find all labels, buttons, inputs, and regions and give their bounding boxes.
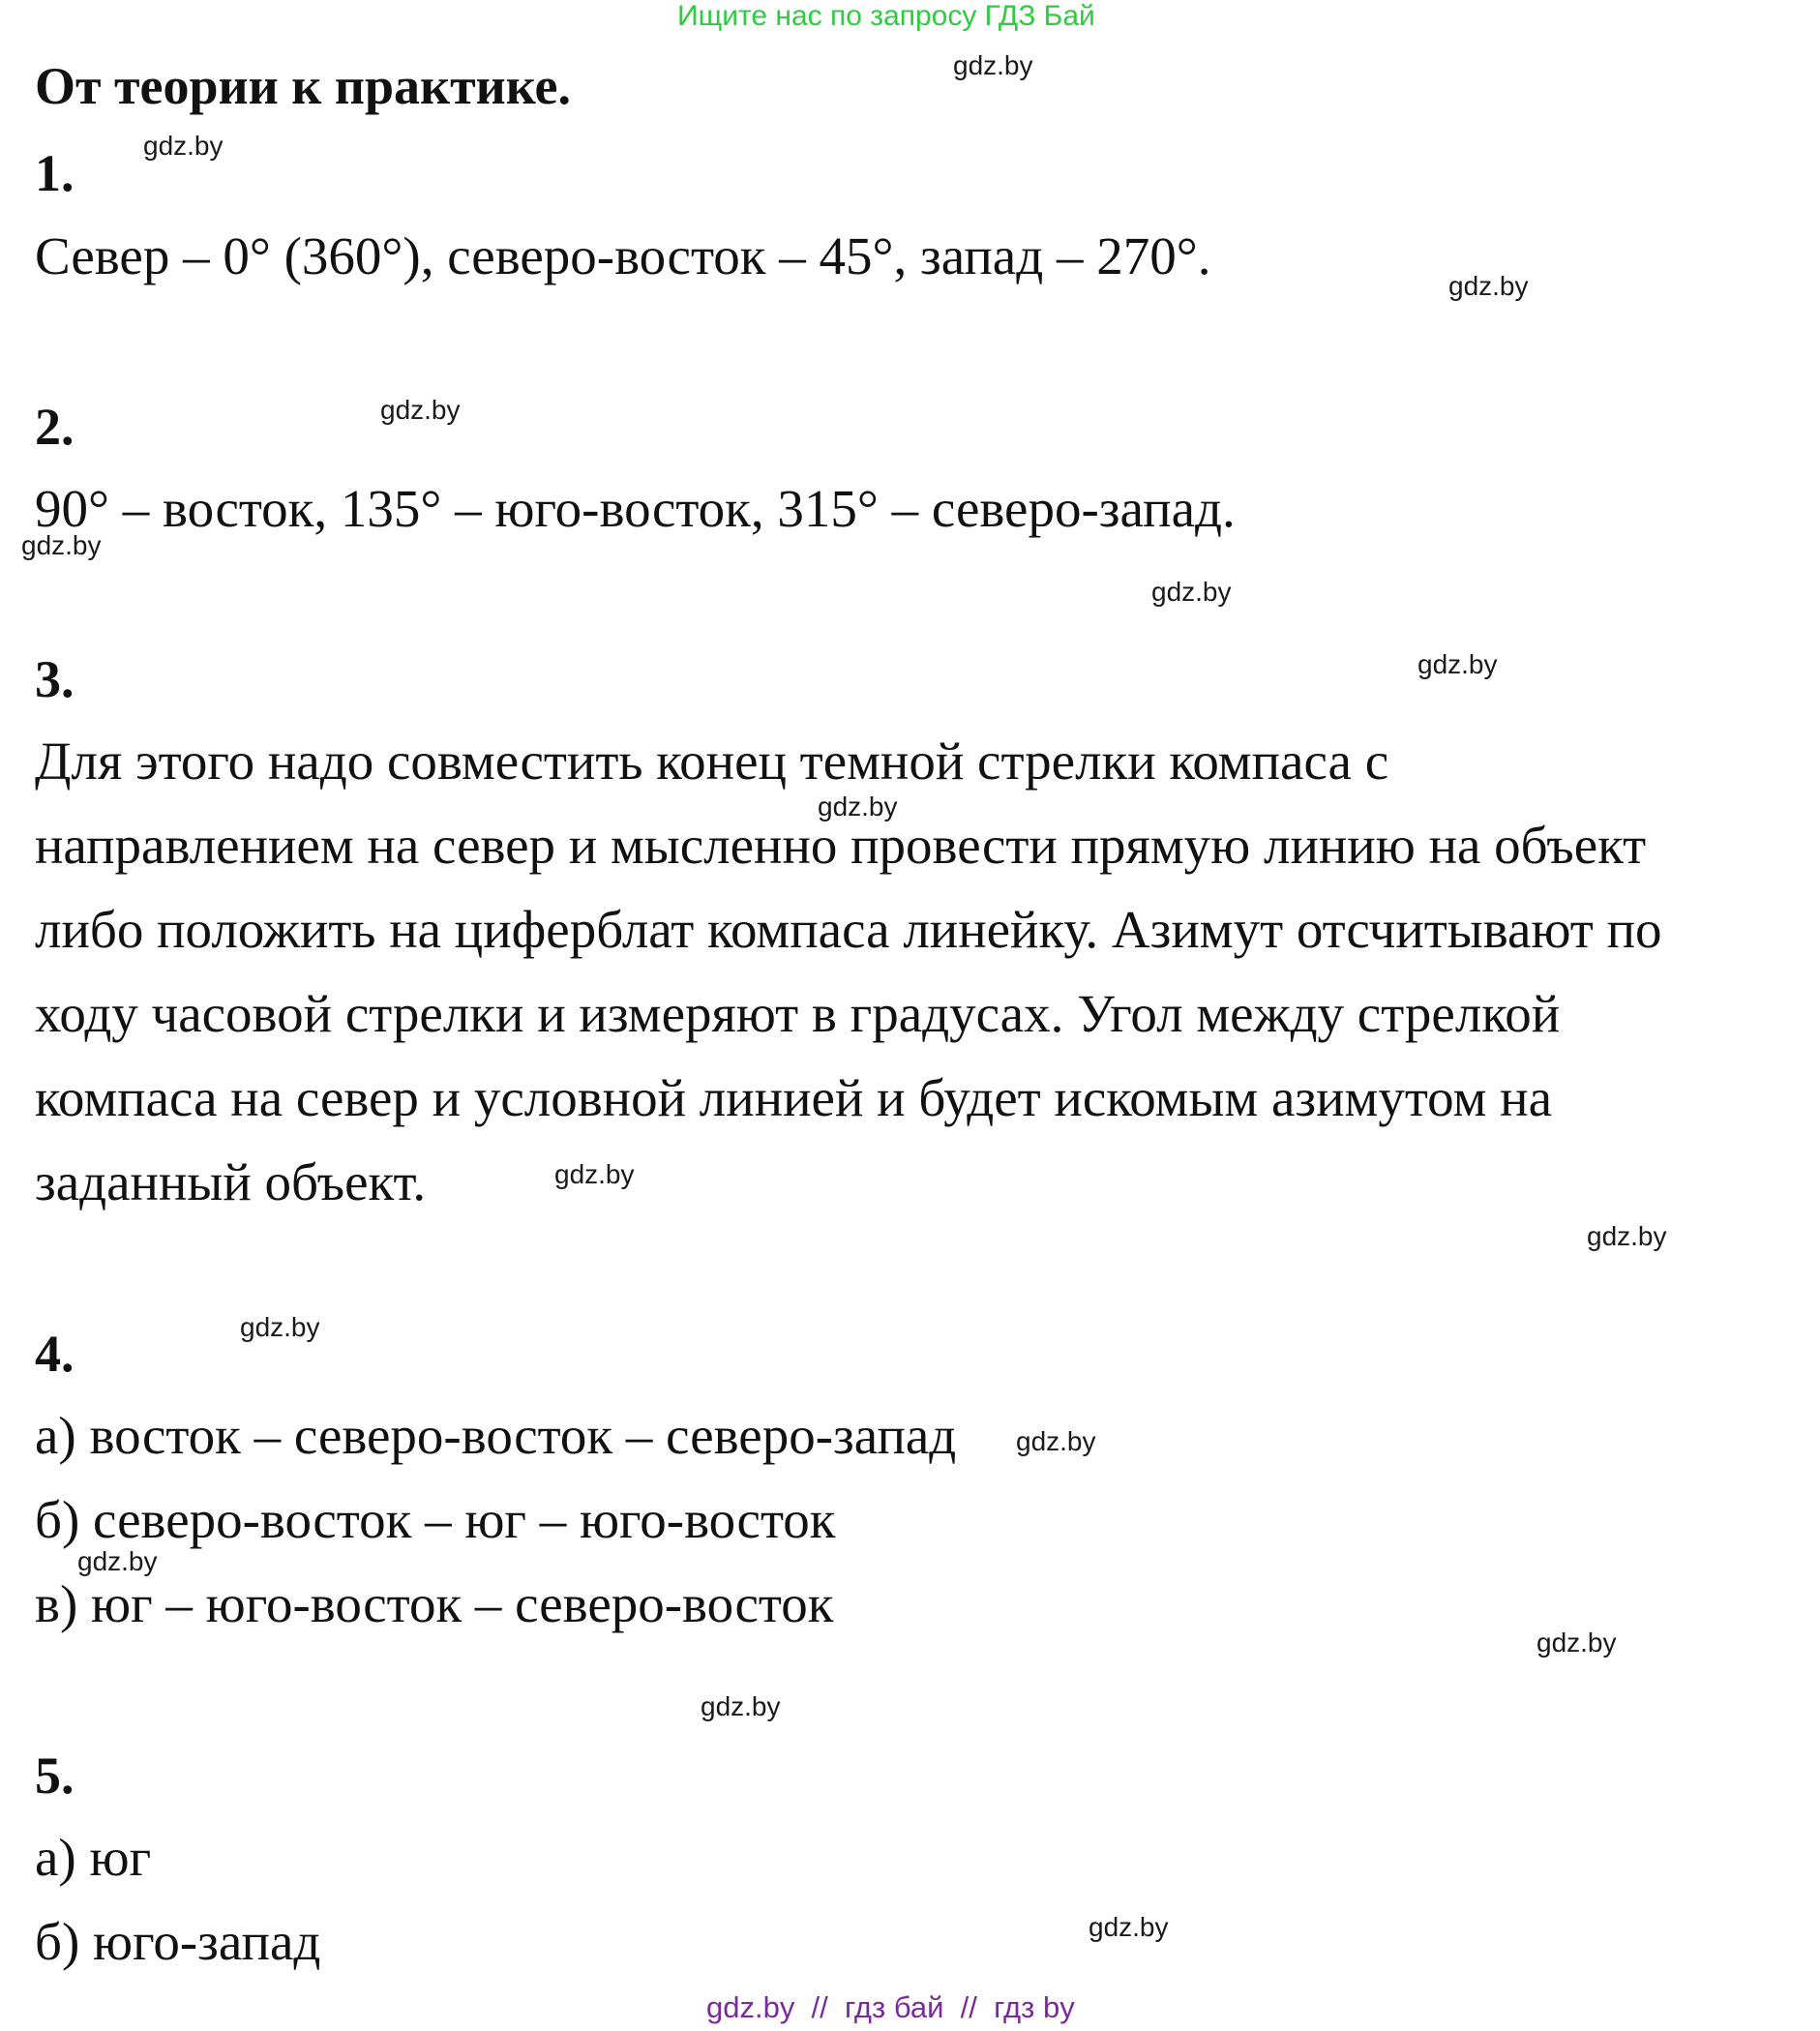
watermark: gdz.by [143,131,224,161]
top-banner: Ищите нас по запросу ГДЗ Бай [677,0,1095,32]
watermark: gdz.by [818,791,898,821]
task-4-number: 4. [35,1325,75,1383]
task-4-option: б) северо-восток – юг – юго-восток [35,1490,836,1549]
watermark: gdz.by [77,1546,158,1576]
watermark: gdz.by [1537,1628,1617,1658]
task-3-number: 3. [35,650,75,708]
task-3-line: ходу часовой стрелки и измеряют в градусах. Угол между стрелкой [35,984,1561,1043]
task-3-line: Для этого надо совместить конец темной стрелки компаса с [35,732,1389,791]
watermark: gdz.by [1089,1912,1169,1942]
task-5-number: 5. [35,1747,75,1805]
task-2-text: 90° – восток, 135° – юго-восток, 315° – северо-запад. [35,479,1236,538]
watermark: gdz.by [701,1691,781,1721]
watermark: gdz.by [380,395,461,425]
task-2-number: 2. [35,398,75,456]
task-1-text: Север – 0° (360°), северо-восток – 45°, запад – 270°. [35,226,1211,285]
task-1-number: 1. [35,144,75,202]
watermark: gdz.by [953,50,1033,80]
watermark: gdz.by [1417,649,1498,679]
watermark: gdz.by [1151,577,1232,607]
task-3-line: заданный объект. [35,1152,427,1211]
task-5-option: а) юг [35,1828,152,1887]
task-3-line: либо положить на циферблат компаса линейку. Азимут отсчитывают по [35,900,1662,959]
footer-links[interactable]: gdz.by // гдз бай // гдз by [706,1990,1075,2024]
watermark: gdz.by [1587,1221,1667,1251]
task-4-option: в) юг – юго-восток – северо-восток [35,1574,834,1633]
watermark: gdz.by [554,1159,635,1189]
task-3-line: направлением на север и мысленно провести прямую линию на объект [35,816,1647,875]
page-title: От теории к практике. [35,57,572,115]
task-3-line: компаса на север и условной линией и будет искомым азимутом на [35,1068,1553,1127]
watermark: gdz.by [1448,271,1529,301]
watermark: gdz.by [240,1312,320,1342]
watermark: gdz.by [1016,1426,1096,1456]
watermark: gdz.by [21,530,102,560]
task-5-option: б) юго-запад [35,1912,321,1971]
task-4-option: а) восток – северо-восток – северо-запад [35,1406,957,1465]
